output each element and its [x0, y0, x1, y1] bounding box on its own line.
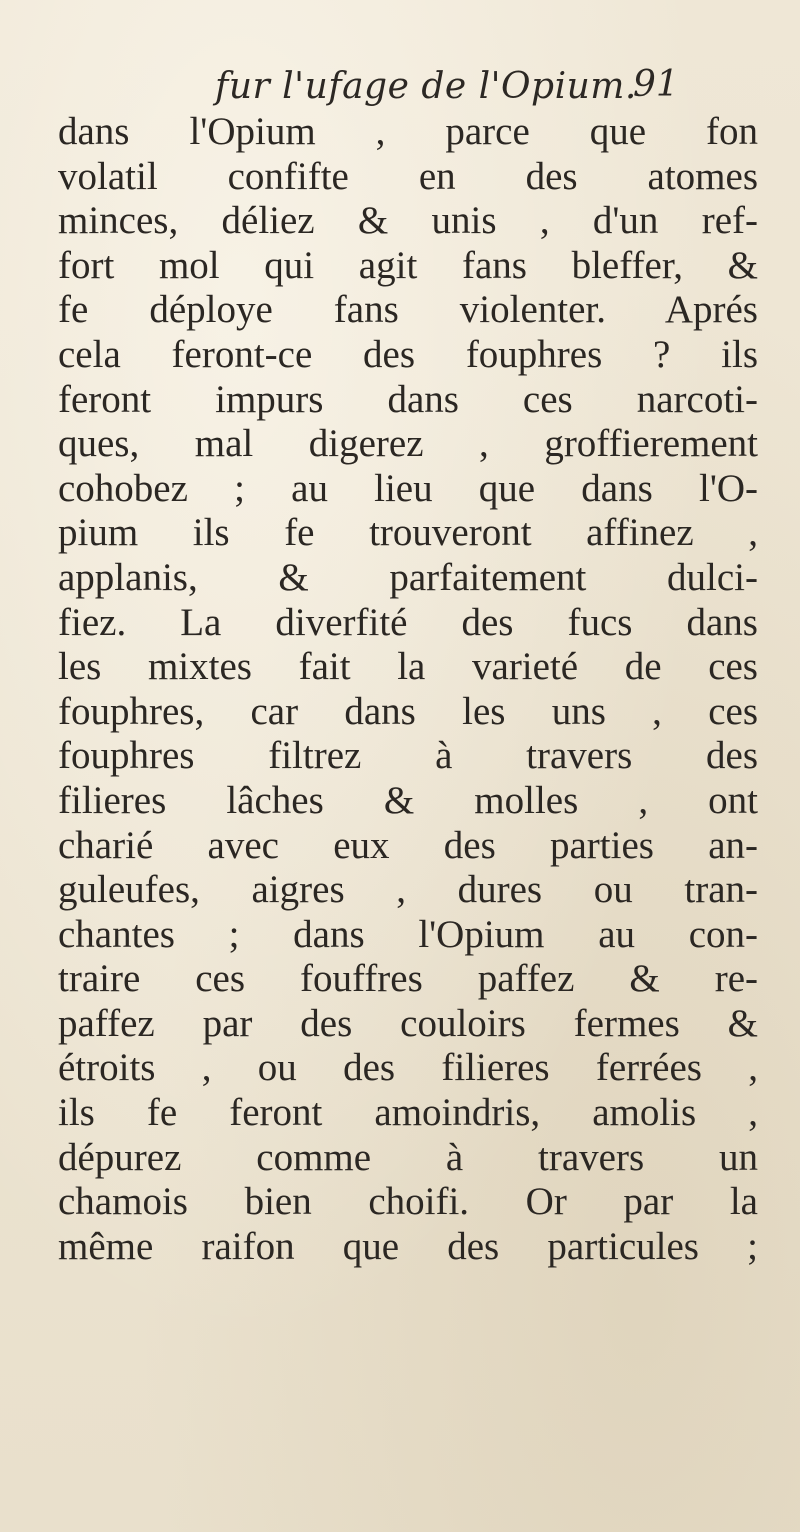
text-line: ques, mal digerez , groffierement — [58, 422, 758, 466]
running-head: fur l'ufage de l'Opium. — [215, 66, 637, 107]
text-line: charié avec eux des parties an- — [58, 823, 758, 867]
text-line: paffez par des couloirs fermes & — [58, 1001, 758, 1045]
text-line: chantes ; dans l'Opium au con- — [58, 912, 758, 956]
text-line: fouphres, car dans les uns , ces — [58, 689, 758, 733]
body-text — [58, 110, 758, 1269]
page-number: 91 — [633, 64, 679, 105]
text-line: dans l'Opium , parce que fon — [58, 110, 758, 153]
text-line: fouphres filtrez à travers des — [58, 734, 758, 778]
text-line: fe déploye fans violenter. Aprés — [58, 288, 758, 332]
text-line: cohobez ; au lieu que dans l'O- — [58, 466, 758, 510]
text-line: fiez. La diverfité des fucs dans — [58, 600, 758, 644]
page-header — [0, 62, 800, 112]
text-line: volatil confifte en des atomes — [58, 154, 758, 198]
text-line: cela feront-ce des fouphres ? ils — [58, 332, 758, 376]
text-line: ils fe feront amoindris, amolis , — [58, 1091, 758, 1135]
text-line: dépurez comme à travers un — [58, 1135, 758, 1179]
text-line: étroits , ou des filieres ferrées , — [58, 1046, 758, 1090]
text-line: les mixtes fait la varieté de ces — [58, 645, 758, 689]
text-line: minces, déliez & unis , d'un ref- — [58, 199, 758, 243]
text-line: fort mol qui agit fans bleffer, & — [58, 243, 758, 287]
text-line: même raifon que des particules ; — [58, 1224, 758, 1268]
text-line: traire ces fouffres paffez & re- — [58, 957, 758, 1001]
text-line: pium ils fe trouveront affinez , — [58, 511, 758, 555]
text-line: chamois bien choifi. Or par la — [58, 1180, 758, 1224]
text-line: filieres lâches & molles , ont — [58, 778, 758, 822]
text-line: guleufes, aigres , dures ou tran- — [58, 868, 758, 912]
text-line: applanis, & parfaitement dulci- — [58, 555, 758, 599]
text-line: feront impurs dans ces narcoti- — [58, 377, 758, 421]
